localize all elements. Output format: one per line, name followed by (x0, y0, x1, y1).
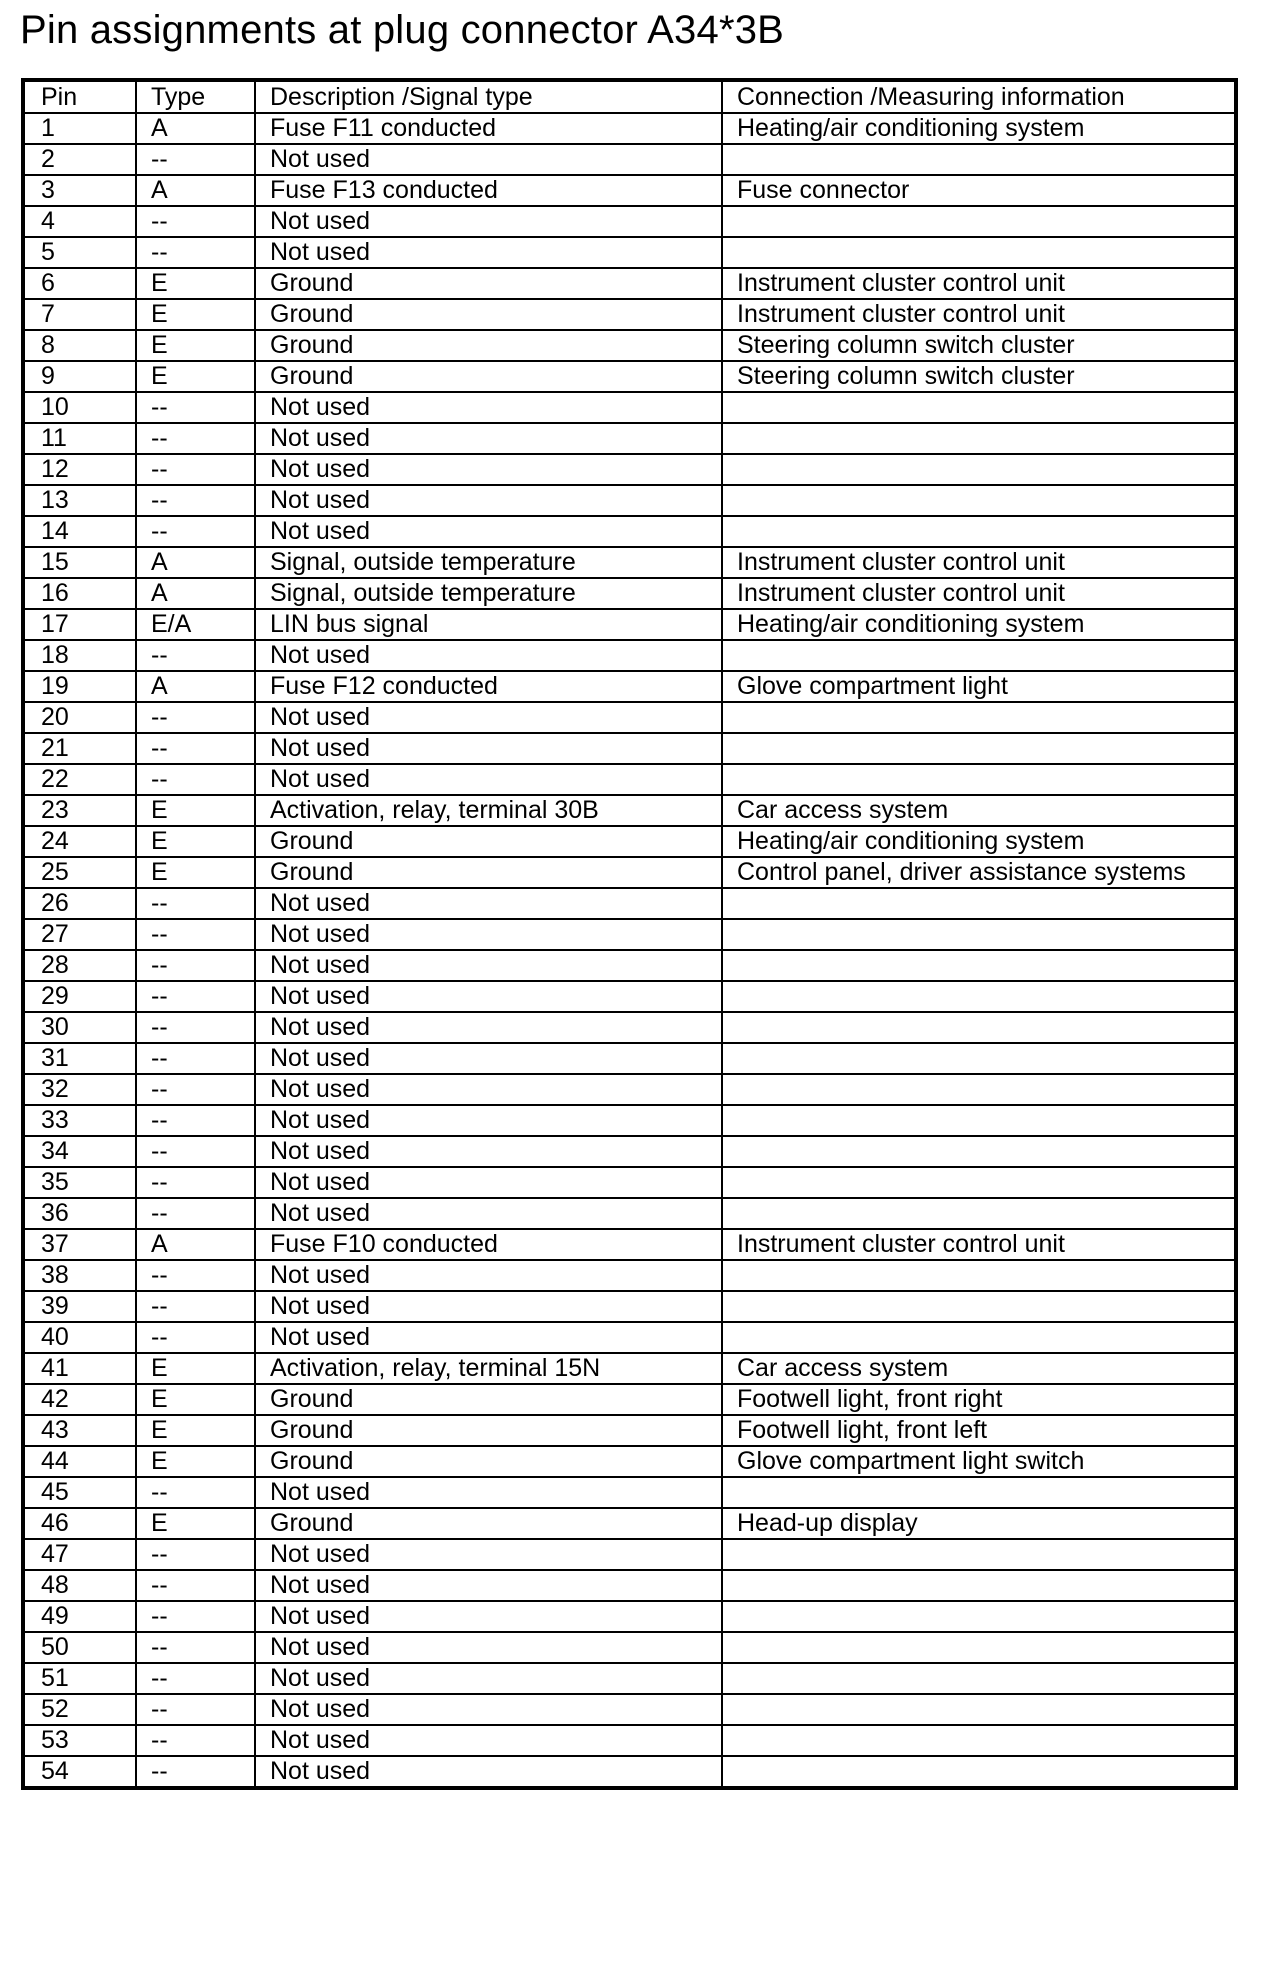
type-cell: E (136, 857, 255, 888)
type-cell: A (136, 671, 255, 702)
description-cell: Not used (255, 1663, 722, 1694)
table-row (23, 299, 1236, 330)
table-row (23, 1012, 1236, 1043)
connection-cell (722, 1167, 1236, 1198)
type-cell: -- (136, 1043, 255, 1074)
connection-cell (722, 1105, 1236, 1136)
table-body (23, 113, 1236, 1788)
pin-cell: 28 (23, 950, 136, 981)
description-cell: Ground (255, 826, 722, 857)
type-cell: -- (136, 1291, 255, 1322)
connection-cell: Car access system (722, 1353, 1236, 1384)
connection-cell (722, 764, 1236, 795)
description-cell: Fuse F13 conducted (255, 175, 722, 206)
pin-cell: 46 (23, 1508, 136, 1539)
pin-cell: 23 (23, 795, 136, 826)
type-cell: -- (136, 423, 255, 454)
pin-cell: 11 (23, 423, 136, 454)
pin-cell: 6 (23, 268, 136, 299)
table-row (23, 113, 1236, 144)
header-type: Type (136, 80, 255, 113)
pin-cell: 41 (23, 1353, 136, 1384)
pin-cell: 35 (23, 1167, 136, 1198)
table-row (23, 361, 1236, 392)
type-cell: -- (136, 392, 255, 423)
connection-cell (722, 423, 1236, 454)
table-row (23, 1260, 1236, 1291)
connection-cell (722, 1136, 1236, 1167)
description-cell: Not used (255, 1198, 722, 1229)
type-cell: -- (136, 206, 255, 237)
type-cell: -- (136, 702, 255, 733)
pin-cell: 8 (23, 330, 136, 361)
pin-cell: 49 (23, 1601, 136, 1632)
type-cell: -- (136, 733, 255, 764)
type-cell: -- (136, 1012, 255, 1043)
table-row (23, 1539, 1236, 1570)
connection-cell (722, 981, 1236, 1012)
pin-cell: 20 (23, 702, 136, 733)
connection-cell: Control panel, driver assistance systems (722, 857, 1236, 888)
type-cell: -- (136, 237, 255, 268)
description-cell: Ground (255, 857, 722, 888)
description-cell: Not used (255, 981, 722, 1012)
description-cell: Not used (255, 640, 722, 671)
connection-cell (722, 1539, 1236, 1570)
description-cell: Not used (255, 1539, 722, 1570)
connection-cell (722, 1291, 1236, 1322)
type-cell: -- (136, 1322, 255, 1353)
description-cell: Signal, outside temperature (255, 578, 722, 609)
table-row (23, 1229, 1236, 1260)
type-cell: -- (136, 640, 255, 671)
pin-cell: 12 (23, 454, 136, 485)
table-row (23, 1570, 1236, 1601)
pin-cell: 39 (23, 1291, 136, 1322)
description-cell: Not used (255, 733, 722, 764)
description-cell: Activation, relay, terminal 30B (255, 795, 722, 826)
table-row (23, 1725, 1236, 1756)
pin-cell: 21 (23, 733, 136, 764)
description-cell: LIN bus signal (255, 609, 722, 640)
table-row (23, 640, 1236, 671)
type-cell: A (136, 113, 255, 144)
table-row (23, 547, 1236, 578)
table-row (23, 764, 1236, 795)
connection-cell: Footwell light, front left (722, 1415, 1236, 1446)
type-cell: -- (136, 950, 255, 981)
description-cell: Not used (255, 1291, 722, 1322)
connection-cell (722, 206, 1236, 237)
pin-cell: 47 (23, 1539, 136, 1570)
table-row (23, 1632, 1236, 1663)
table-row (23, 268, 1236, 299)
type-cell: A (136, 578, 255, 609)
description-cell: Not used (255, 1601, 722, 1632)
type-cell: A (136, 1229, 255, 1260)
connection-cell: Instrument cluster control unit (722, 1229, 1236, 1260)
type-cell: -- (136, 1136, 255, 1167)
table-row (23, 1601, 1236, 1632)
connection-cell (722, 733, 1236, 764)
description-cell: Not used (255, 1136, 722, 1167)
table-row (23, 950, 1236, 981)
table-row (23, 454, 1236, 485)
description-cell: Not used (255, 485, 722, 516)
connection-cell (722, 392, 1236, 423)
pin-cell: 50 (23, 1632, 136, 1663)
description-cell: Not used (255, 454, 722, 485)
type-cell: -- (136, 1725, 255, 1756)
pin-cell: 15 (23, 547, 136, 578)
type-cell: E (136, 1353, 255, 1384)
table-row (23, 1043, 1236, 1074)
table-row (23, 671, 1236, 702)
description-cell: Ground (255, 1446, 722, 1477)
description-cell: Not used (255, 392, 722, 423)
pin-cell: 32 (23, 1074, 136, 1105)
type-cell: E (136, 361, 255, 392)
pin-cell: 27 (23, 919, 136, 950)
description-cell: Not used (255, 1260, 722, 1291)
type-cell: E (136, 1415, 255, 1446)
description-cell: Ground (255, 1508, 722, 1539)
pin-cell: 3 (23, 175, 136, 206)
table-row (23, 1074, 1236, 1105)
connection-cell: Fuse connector (722, 175, 1236, 206)
description-cell: Activation, relay, terminal 15N (255, 1353, 722, 1384)
table-row (23, 702, 1236, 733)
connection-cell: Heating/air conditioning system (722, 113, 1236, 144)
description-cell: Not used (255, 237, 722, 268)
pin-cell: 29 (23, 981, 136, 1012)
description-cell: Not used (255, 423, 722, 454)
connection-cell: Instrument cluster control unit (722, 299, 1236, 330)
connection-cell: Instrument cluster control unit (722, 578, 1236, 609)
header-connection: Connection /Measuring information (722, 80, 1236, 113)
type-cell: -- (136, 1105, 255, 1136)
table-row (23, 175, 1236, 206)
table-row (23, 733, 1236, 764)
type-cell: E (136, 268, 255, 299)
description-cell: Not used (255, 206, 722, 237)
pin-cell: 52 (23, 1694, 136, 1725)
table-row (23, 857, 1236, 888)
table-row (23, 1167, 1236, 1198)
description-cell: Fuse F12 conducted (255, 671, 722, 702)
connection-cell: Heating/air conditioning system (722, 826, 1236, 857)
type-cell: E (136, 795, 255, 826)
description-cell: Not used (255, 1167, 722, 1198)
description-cell: Not used (255, 144, 722, 175)
pin-cell: 31 (23, 1043, 136, 1074)
table-row (23, 981, 1236, 1012)
description-cell: Signal, outside temperature (255, 547, 722, 578)
connection-cell (722, 1260, 1236, 1291)
connection-cell (722, 1632, 1236, 1663)
table-row (23, 795, 1236, 826)
type-cell: -- (136, 888, 255, 919)
type-cell: -- (136, 919, 255, 950)
description-cell: Not used (255, 1322, 722, 1353)
connection-cell: Glove compartment light (722, 671, 1236, 702)
connection-cell: Glove compartment light switch (722, 1446, 1236, 1477)
connection-cell: Head-up display (722, 1508, 1236, 1539)
description-cell: Fuse F10 conducted (255, 1229, 722, 1260)
description-cell: Not used (255, 1477, 722, 1508)
type-cell: A (136, 547, 255, 578)
table-row (23, 392, 1236, 423)
pin-cell: 9 (23, 361, 136, 392)
description-cell: Ground (255, 1415, 722, 1446)
description-cell: Ground (255, 299, 722, 330)
connection-cell (722, 1198, 1236, 1229)
table-row (23, 888, 1236, 919)
description-cell: Not used (255, 1725, 722, 1756)
type-cell: -- (136, 485, 255, 516)
pin-cell: 17 (23, 609, 136, 640)
pin-cell: 25 (23, 857, 136, 888)
pin-cell: 38 (23, 1260, 136, 1291)
pin-cell: 34 (23, 1136, 136, 1167)
table-row (23, 919, 1236, 950)
description-cell: Ground (255, 330, 722, 361)
pin-cell: 22 (23, 764, 136, 795)
type-cell: E (136, 1508, 255, 1539)
type-cell: -- (136, 1694, 255, 1725)
pin-cell: 33 (23, 1105, 136, 1136)
table-row (23, 1508, 1236, 1539)
connection-cell (722, 1322, 1236, 1353)
pin-cell: 53 (23, 1725, 136, 1756)
pin-cell: 7 (23, 299, 136, 330)
header-pin: Pin (23, 80, 136, 113)
table-row (23, 516, 1236, 547)
description-cell: Not used (255, 888, 722, 919)
type-cell: -- (136, 454, 255, 485)
connection-cell: Footwell light, front right (722, 1384, 1236, 1415)
connection-cell (722, 1074, 1236, 1105)
table-header-row (23, 80, 1236, 113)
connection-cell (722, 1756, 1236, 1788)
table-row (23, 1322, 1236, 1353)
type-cell: -- (136, 1632, 255, 1663)
connection-cell (722, 888, 1236, 919)
description-cell: Not used (255, 1632, 722, 1663)
table-row (23, 1291, 1236, 1322)
type-cell: -- (136, 1167, 255, 1198)
type-cell: A (136, 175, 255, 206)
connection-cell: Steering column switch cluster (722, 361, 1236, 392)
table-row (23, 1446, 1236, 1477)
table-row (23, 330, 1236, 361)
description-cell: Not used (255, 1074, 722, 1105)
description-cell: Ground (255, 268, 722, 299)
type-cell: -- (136, 764, 255, 795)
table-row (23, 485, 1236, 516)
type-cell: -- (136, 1074, 255, 1105)
table-row (23, 206, 1236, 237)
description-cell: Not used (255, 764, 722, 795)
pin-cell: 4 (23, 206, 136, 237)
pin-cell: 16 (23, 578, 136, 609)
pin-cell: 37 (23, 1229, 136, 1260)
pin-cell: 40 (23, 1322, 136, 1353)
pin-cell: 13 (23, 485, 136, 516)
connection-cell (722, 144, 1236, 175)
description-cell: Not used (255, 1043, 722, 1074)
description-cell: Not used (255, 516, 722, 547)
pin-cell: 26 (23, 888, 136, 919)
table-row (23, 237, 1236, 268)
type-cell: -- (136, 144, 255, 175)
description-cell: Not used (255, 919, 722, 950)
connection-cell (722, 485, 1236, 516)
table-row (23, 144, 1236, 175)
connection-cell (722, 1012, 1236, 1043)
description-cell: Not used (255, 1694, 722, 1725)
table-row (23, 578, 1236, 609)
pin-assignment-table (21, 78, 1238, 1790)
type-cell: E/A (136, 609, 255, 640)
type-cell: E (136, 299, 255, 330)
type-cell: -- (136, 1477, 255, 1508)
connection-cell (722, 1663, 1236, 1694)
type-cell: -- (136, 981, 255, 1012)
connection-cell (722, 454, 1236, 485)
table-row (23, 1694, 1236, 1725)
connection-cell (722, 1043, 1236, 1074)
connection-cell (722, 702, 1236, 733)
type-cell: -- (136, 1601, 255, 1632)
pin-cell: 43 (23, 1415, 136, 1446)
connection-cell: Steering column switch cluster (722, 330, 1236, 361)
pin-cell: 19 (23, 671, 136, 702)
pin-cell: 45 (23, 1477, 136, 1508)
table-row (23, 423, 1236, 454)
connection-cell (722, 1694, 1236, 1725)
connection-cell: Instrument cluster control unit (722, 268, 1236, 299)
type-cell: -- (136, 516, 255, 547)
connection-cell (722, 919, 1236, 950)
description-cell: Not used (255, 1570, 722, 1601)
description-cell: Ground (255, 1384, 722, 1415)
pin-cell: 44 (23, 1446, 136, 1477)
type-cell: -- (136, 1198, 255, 1229)
pin-cell: 24 (23, 826, 136, 857)
type-cell: -- (136, 1539, 255, 1570)
type-cell: -- (136, 1663, 255, 1694)
type-cell: E (136, 1384, 255, 1415)
table-row (23, 1384, 1236, 1415)
connection-cell (722, 1725, 1236, 1756)
connection-cell (722, 640, 1236, 671)
description-cell: Not used (255, 1012, 722, 1043)
table-row (23, 1136, 1236, 1167)
page-title: Pin assignments at plug connector A34*3B (20, 8, 785, 52)
description-cell: Ground (255, 361, 722, 392)
table-row (23, 1756, 1236, 1788)
pin-cell: 42 (23, 1384, 136, 1415)
type-cell: E (136, 1446, 255, 1477)
description-cell: Not used (255, 702, 722, 733)
connection-cell (722, 1477, 1236, 1508)
connection-cell (722, 950, 1236, 981)
table-row (23, 1105, 1236, 1136)
pin-cell: 30 (23, 1012, 136, 1043)
connection-cell: Instrument cluster control unit (722, 547, 1236, 578)
pin-cell: 2 (23, 144, 136, 175)
table-row (23, 609, 1236, 640)
pin-cell: 48 (23, 1570, 136, 1601)
pin-cell: 54 (23, 1756, 136, 1788)
description-cell: Fuse F11 conducted (255, 113, 722, 144)
type-cell: E (136, 826, 255, 857)
type-cell: E (136, 330, 255, 361)
connection-cell (722, 1570, 1236, 1601)
pin-cell: 51 (23, 1663, 136, 1694)
pin-cell: 10 (23, 392, 136, 423)
table-row (23, 1663, 1236, 1694)
description-cell: Not used (255, 950, 722, 981)
header-description: Description /Signal type (255, 80, 722, 113)
table-row (23, 1198, 1236, 1229)
type-cell: -- (136, 1260, 255, 1291)
connection-cell: Car access system (722, 795, 1236, 826)
description-cell: Not used (255, 1756, 722, 1788)
connection-cell (722, 1601, 1236, 1632)
pin-cell: 18 (23, 640, 136, 671)
pin-cell: 5 (23, 237, 136, 268)
table-row (23, 1353, 1236, 1384)
table-row (23, 1415, 1236, 1446)
connection-cell (722, 516, 1236, 547)
type-cell: -- (136, 1570, 255, 1601)
pin-cell: 14 (23, 516, 136, 547)
pin-cell: 1 (23, 113, 136, 144)
type-cell: -- (136, 1756, 255, 1788)
table-row (23, 1477, 1236, 1508)
pin-cell: 36 (23, 1198, 136, 1229)
connection-cell (722, 237, 1236, 268)
connection-cell: Heating/air conditioning system (722, 609, 1236, 640)
table-row (23, 826, 1236, 857)
description-cell: Not used (255, 1105, 722, 1136)
